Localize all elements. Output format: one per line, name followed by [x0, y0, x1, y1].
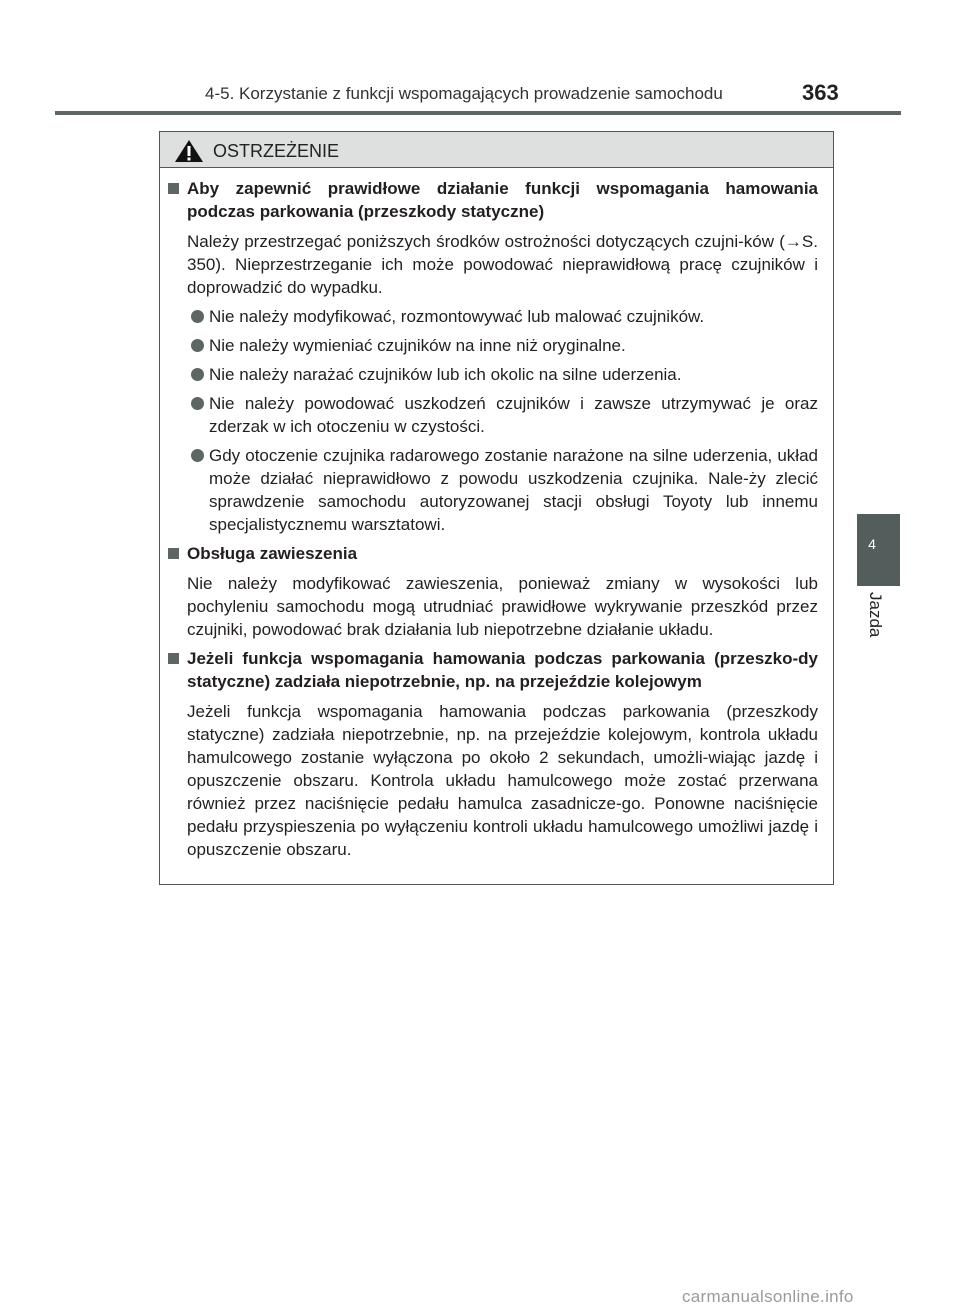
warning-triangle-icon: [174, 139, 204, 163]
circle-bullet-icon: [191, 449, 204, 462]
warning-header: [160, 132, 833, 168]
paragraph: Jeżeli funkcja wspomagania hamowania podczas parkowania (przeszkody statyczne) zadziała niepotrzebnie, np. na przejeździe kolejowym, kontrola układu hamulcowego zostanie wyłączona po około 2 sekundach, umożli-wiając jazdę i opuszczenie obszaru. Kontrola układu hamulcowego może zostać przerwana również przez naciśnięcie pedału hamulca zasadnicze-go. Ponowne naciśnięcie pedału przyspieszenia po wyłączeniu kontroli układu hamulcowego umożliwi jazdę i opuszczenie obszaru.: [187, 702, 818, 859]
heading-text: Jeżeli funkcja wspomagania hamowania podczas parkowania (przeszko-dy statyczne) zadziała niepotrzebnie, np. na przejeździe kolejowym: [187, 649, 818, 691]
list-item: [168, 334, 818, 357]
list-item: [168, 392, 818, 438]
heading-text: Obsługa zawieszenia: [187, 544, 358, 563]
list-item: [168, 363, 818, 386]
list-item: [168, 444, 818, 536]
chapter-number: 4: [868, 536, 876, 552]
square-bullet-icon: [168, 548, 179, 559]
warning-label: OSTRZEŻENIE: [213, 141, 340, 161]
list-item-text: Nie należy narażać czujników lub ich okolic na silne uderzenia.: [209, 365, 682, 384]
list-item-text: Nie należy wymieniać czujników na inne niż oryginalne.: [209, 336, 626, 355]
paragraph: Nie należy modyfikować zawieszenia, ponieważ zmiany w wysokości lub pochyleniu samochodu mogą utrudniać prawidłowe wykrywanie przeszkód przez czujniki, powodować brak działania lub niepotrzebne działanie układu.: [187, 574, 818, 639]
circle-bullet-icon: [191, 339, 204, 352]
square-bullet-icon: [168, 653, 179, 664]
paragraph: Należy przestrzegać poniższych środków ostrożności dotyczących czujni-ków (→S. 350). Nieprzestrzeganie ich może powodować nieprawidłową pracę czujników i doprowadzić do wypadku.: [187, 232, 818, 297]
circle-bullet-icon: [191, 368, 204, 381]
heading-text: Aby zapewnić prawidłowe działanie funkcji wspomagania hamowania podczas parkowania (przeszkody statyczne): [187, 179, 818, 221]
section-heading: [168, 177, 818, 223]
circle-bullet-icon: [191, 310, 204, 323]
section-heading: [168, 542, 818, 565]
running-header-title: 4-5. Korzystanie z funkcji wspomagających prowadzenie samochodu: [205, 84, 723, 103]
warning-box: [159, 131, 834, 885]
list-item-text: Nie należy modyfikować, rozmontowywać lub malować czujników.: [209, 307, 705, 326]
square-bullet-icon: [168, 183, 179, 194]
watermark: carmanualsonline.info: [682, 1287, 854, 1306]
list-item: [168, 305, 818, 328]
list-item-text: Gdy otoczenie czujnika radarowego zostanie narażone na silne uderzenia, układ może działać nieprawidłowo z powodu uszkodzenia czujnika. Nale-ży zlecić sprawdzenie samochodu autoryzowanej stacji obsługi Toyoty lub innemu specjalistycznemu warsztatowi.: [209, 446, 818, 534]
section-heading: [168, 647, 818, 693]
circle-bullet-icon: [191, 397, 204, 410]
header-rule: [55, 111, 901, 115]
chapter-label: Jazda: [866, 592, 885, 638]
chapter-tab[interactable]: [857, 514, 900, 586]
list-item-text: Nie należy powodować uszkodzeń czujników i zawsze utrzymywać je oraz zderzak w ich otoczeniu w czystości.: [209, 394, 818, 436]
page-number: 363: [802, 80, 839, 105]
